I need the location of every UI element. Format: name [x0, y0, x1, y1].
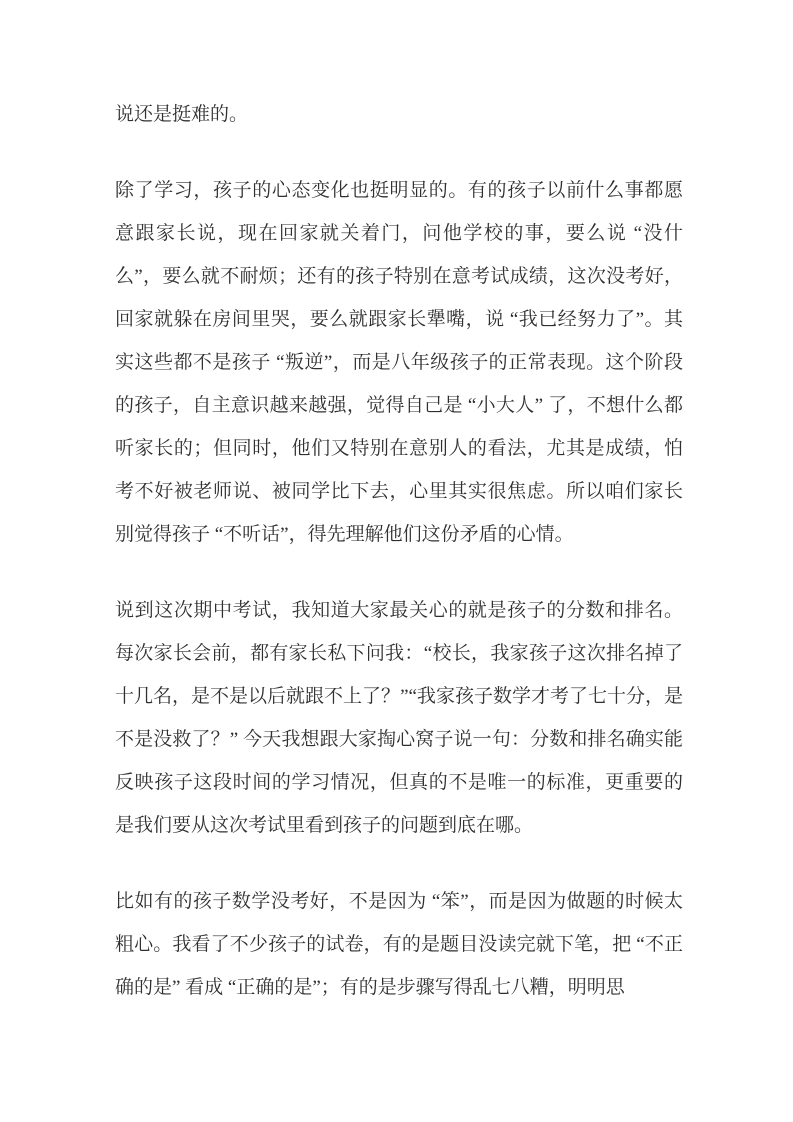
paragraph-1: 说还是挺难的。	[115, 104, 249, 125]
paragraph-3: 说到这次期中考试，我知道大家最关心的就是孩子的分数和排名。每次家长会前，都有家长私下问我：“校长，我家孩子这次排名掉了十几名，是不是以后就跟不上了？”“我家孩子数学才考了七十分，是不是没救了？” 今天我想跟大家掏心窝子说一句：分数和排名确实能反映孩子这段时间的学习情况，但真的不是唯一的标准，更重要的是我们要从这次考试里看到孩子的问题到底在哪。	[115, 600, 683, 836]
paragraph-4: 比如有的孩子数学没考好，不是因为 “笨”，而是因为做题的时候太粗心。我看了不少孩子的试卷，有的是题目没读完就下笔，把 “不正确的是” 看成 “正确的是”；有的是步骤写得乱七八糟，明明思	[115, 891, 683, 998]
paragraph-2: 除了学习，孩子的心态变化也挺明显的。有的孩子以前什么事都愿意跟家长说，现在回家就关着门，问他学校的事，要么说 “没什么”，要么就不耐烦；还有的孩子特别在意考试成绩，这次没考好，回家就躲在房间里哭，要么就跟家长犟嘴，说 “我已经努力了”。其实这些都不是孩子 “叛逆”，而是八年级孩子的正常表现。这个阶段的孩子，自主意识越来越强，觉得自己是 “小大人” 了，不想什么都听家长的；但同时，他们又特别在意别人的看法，尤其是成绩，怕考不好被老师说、被同学比下去，心里其实很焦虑。所以咱们家长别觉得孩子 “不听话”，得先理解他们这份矛盾的心情。	[115, 180, 683, 545]
